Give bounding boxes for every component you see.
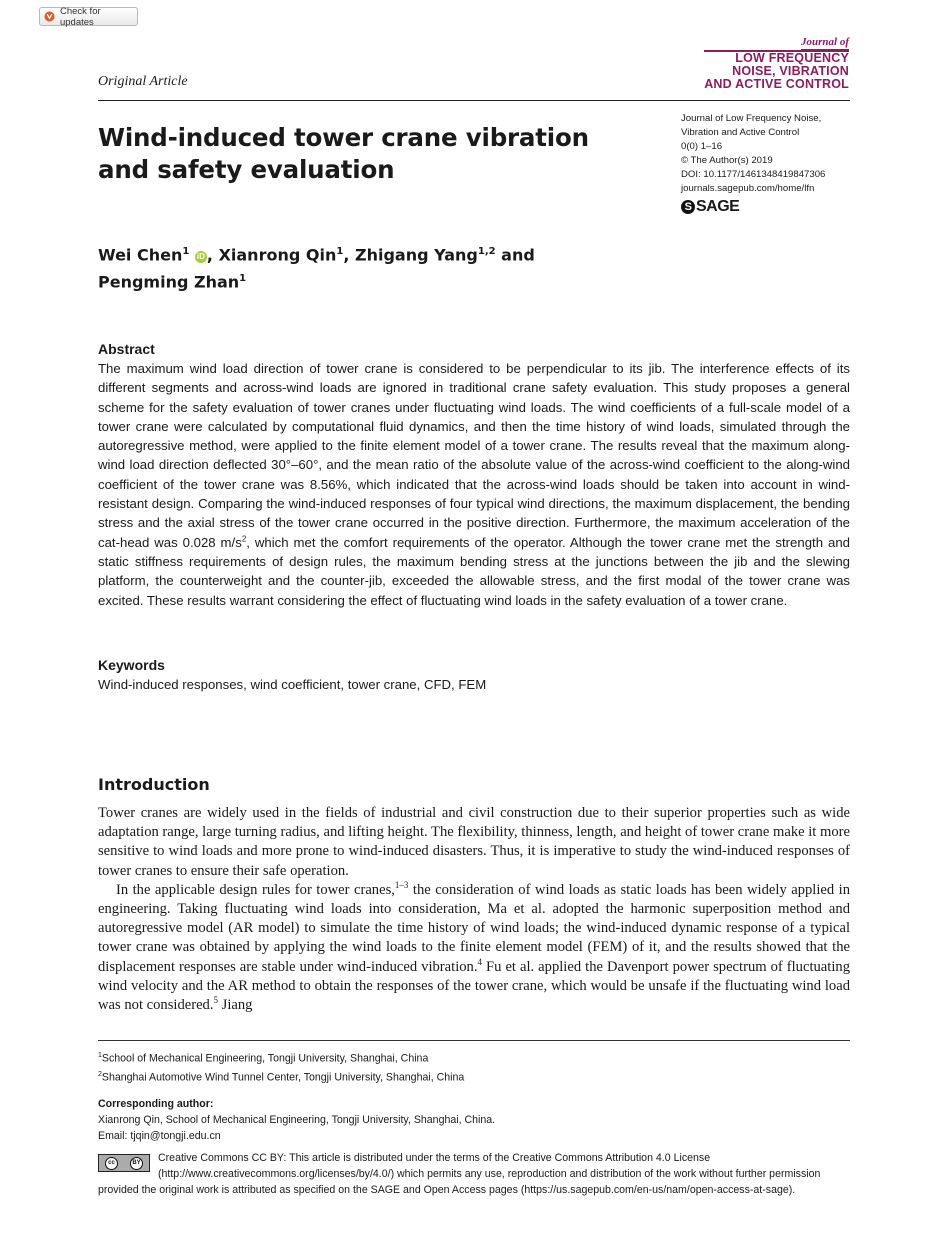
affiliation-2 xyxy=(98,1067,464,1086)
author-3-affil: 1,2 xyxy=(477,246,496,257)
keywords-heading: Keywords xyxy=(98,657,165,673)
meta-url[interactable]: journals.sagepub.com/home/lfn xyxy=(681,183,815,194)
author-4-affil: 1 xyxy=(239,273,247,285)
abstract-text-2: , which met the comfort requirements of the operator. Although the tower crane met the strength and static stiffness requirements of design rules, the maximum bending stress at the junctions between the jib and the slewing platform, the counterweight and the counter-jib, exceeded the allowable stress, and the first modal of the tower crane was excited. These results warrant considering the effect of fluctuating wind loads in the safety evaluation of a tower crane. xyxy=(98,534,850,608)
crossmark-icon xyxy=(44,11,55,22)
author-list: Wei Chen$^1$ iD , Xianrong Qin$^1$, Zhigang Yang$^{1,2}$ and Pengming Zhan$^1$ xyxy=(98,245,535,292)
keywords-list: Wind-induced responses, wind coefficient, tower crane, CFD, FEM xyxy=(98,677,487,692)
abstract-body xyxy=(98,359,850,610)
cc-by-logo[interactable] xyxy=(98,1154,150,1172)
citation-2[interactable]: 4 xyxy=(477,956,482,967)
cc-icon: cc xyxy=(105,1157,118,1170)
intro-paragraph-1: Tower cranes are widely used in the fields of industrial and civil construction due to their superior properties such as wide adaptation range, large turning radius, and lifting height. The flexibility, thinness, length, and height of tower crane make it more sensitive to wind loads and more prone to wind-induced disasters. Thus, it is imperative to study the wind-induced responses of tower cranes to ensure their safe operation. xyxy=(98,805,850,879)
title-line1: Wind-induced tower crane vibration xyxy=(98,123,589,152)
affiliations xyxy=(98,1048,464,1085)
intro-p2-text-c: Fu et al. applied the Davenport power spectrum of fluctuating wind velocity and the AR method to obtain the responses of the tower crane, which would be unsafe if the fluctuating wind load was not considered. xyxy=(98,958,850,1014)
author-4[interactable]: Pengming Zhan xyxy=(98,272,240,292)
abstract-heading: Abstract xyxy=(98,341,155,357)
sage-s-icon: S xyxy=(681,200,695,214)
article-type: Original Article xyxy=(98,74,188,89)
corresponding-author xyxy=(98,1096,495,1144)
author-1[interactable]: Wei Chen xyxy=(98,245,183,265)
corresponding-author-heading: Corresponding author: xyxy=(98,1098,214,1110)
meta-doi[interactable]: DOI: 10.1177/1461348419847306 xyxy=(681,169,826,180)
footnote-rule xyxy=(98,1040,850,1041)
journal-meta xyxy=(681,112,825,196)
by-icon: BY xyxy=(130,1157,143,1170)
publisher-logo[interactable] xyxy=(681,198,739,216)
introduction-heading: Introduction xyxy=(98,775,210,794)
journal-logo-of: Journal of xyxy=(801,36,849,48)
license-text: Creative Commons CC BY: This article is distributed under the terms of the Creative Commons Attribution 4.0 License (http://www.creativecommons.org/licenses/by/4.0/) which permits any use, reproduction and distribution of the work without further permission provided the original work is attributed as specified on the SAGE and Open Access pages (https://us.sagepub.com/en-us/nam/open-access-at-sage). xyxy=(98,1152,821,1196)
corresponding-author-name: Xianrong Qin, School of Mechanical Engineering, Tongji University, Shanghai, China. xyxy=(98,1114,496,1126)
intro-p2-text-d: Jiang xyxy=(218,997,253,1014)
meta-journal-line1: Journal of Low Frequency Noise, xyxy=(681,113,822,124)
author-1-affil: 1 xyxy=(182,246,190,257)
journal-logo[interactable] xyxy=(704,34,849,91)
meta-journal-line2: Vibration and Active Control xyxy=(681,127,800,138)
author-3[interactable]: Zhigang Yang xyxy=(354,245,478,265)
check-for-updates-label: Check for updates xyxy=(59,5,101,28)
article-title xyxy=(98,122,658,186)
citation-3[interactable]: 5 xyxy=(213,995,219,1006)
intro-paragraph-2 xyxy=(98,881,850,1015)
affiliation-1-text: School of Mechanical Engineering, Tongji University, Shanghai, China xyxy=(101,1052,429,1065)
meta-volume: 0(0) 1–16 xyxy=(681,141,723,152)
license-block xyxy=(98,1150,850,1198)
journal-logo-line3: AND ACTIVE CONTROL xyxy=(704,77,849,91)
introduction-body xyxy=(98,804,850,1015)
citation-1[interactable]: 1–3 xyxy=(394,879,409,890)
publisher-name: SAGE xyxy=(696,198,740,215)
meta-copyright: © The Author(s) 2019 xyxy=(681,155,773,166)
author-2[interactable]: Xianrong Qin xyxy=(218,245,337,265)
check-for-updates-button[interactable] xyxy=(39,7,138,26)
abstract-sup: 2 xyxy=(241,534,247,544)
author-2-affil: 1 xyxy=(336,246,344,257)
affiliation-2-marker: 2 xyxy=(98,1070,102,1078)
corresponding-author-email[interactable]: Email: tjqin@tongji.edu.cn xyxy=(98,1130,221,1142)
intro-p2-text-b: the consideration of wind loads as static loads has been widely applied in engineering. Taking fluctuating wind loads into consideration, Ma et al. adopted the harmonic superposition method and autoregressive model (AR model) to simulate the time history of wind loads; the wind-induced dynamic response of a typical tower crane was obtained by applying the wind loads to the finite element model (FEM) of it, and the results showed that the displacement responses are stable under wind-induced vibration. xyxy=(98,881,850,975)
header-rule xyxy=(98,100,850,101)
title-line2: and safety evaluation xyxy=(98,155,395,184)
affiliation-2-text: Shanghai Automotive Wind Tunnel Center, Tongji University, Shanghai, China xyxy=(101,1071,465,1084)
journal-logo-line1: LOW FREQUENCY xyxy=(704,50,849,65)
affiliation-1 xyxy=(98,1048,464,1067)
intro-p2-text-a: In the applicable design rules for tower cranes, xyxy=(116,881,395,898)
orcid-icon[interactable]: iD xyxy=(196,252,205,262)
journal-logo-line2: NOISE, VIBRATION xyxy=(732,64,849,78)
author-and: and xyxy=(501,245,535,265)
affiliation-1-marker: 1 xyxy=(98,1052,102,1059)
abstract-text-1: The maximum wind load direction of tower crane is considered to be perpendicular to its jib. The interference effects of its different segments and across-wind loads are ignored in traditional crane safety evaluation. This study proposes a general scheme for the safety evaluation of tower cranes under fluctuating wind loads. The wind coefficients of a full-scale model of a tower crane were calculated by computational fluid dynamics, and then the time history of wind loads, simulated through the autoregressive method, were applied to the finite element model of a tower crane. The results reveal that the maximum along-wind load direction deflected 30°–60°, and the mean ratio of the absolute value of the across-wind coefficient to the along-wind coefficient of the tower crane was 8.56%, which indicated that the across-wind loads should be taken into account in wind-resistant design. Comparing the wind-induced responses of four typical wind directions, the maximum displacement, the bending stress and the axial stress of the tower crane occurred in the positive direction. Furthermore, the maximum acceleration of the cat-head was 0.028 m/s xyxy=(98,361,850,550)
